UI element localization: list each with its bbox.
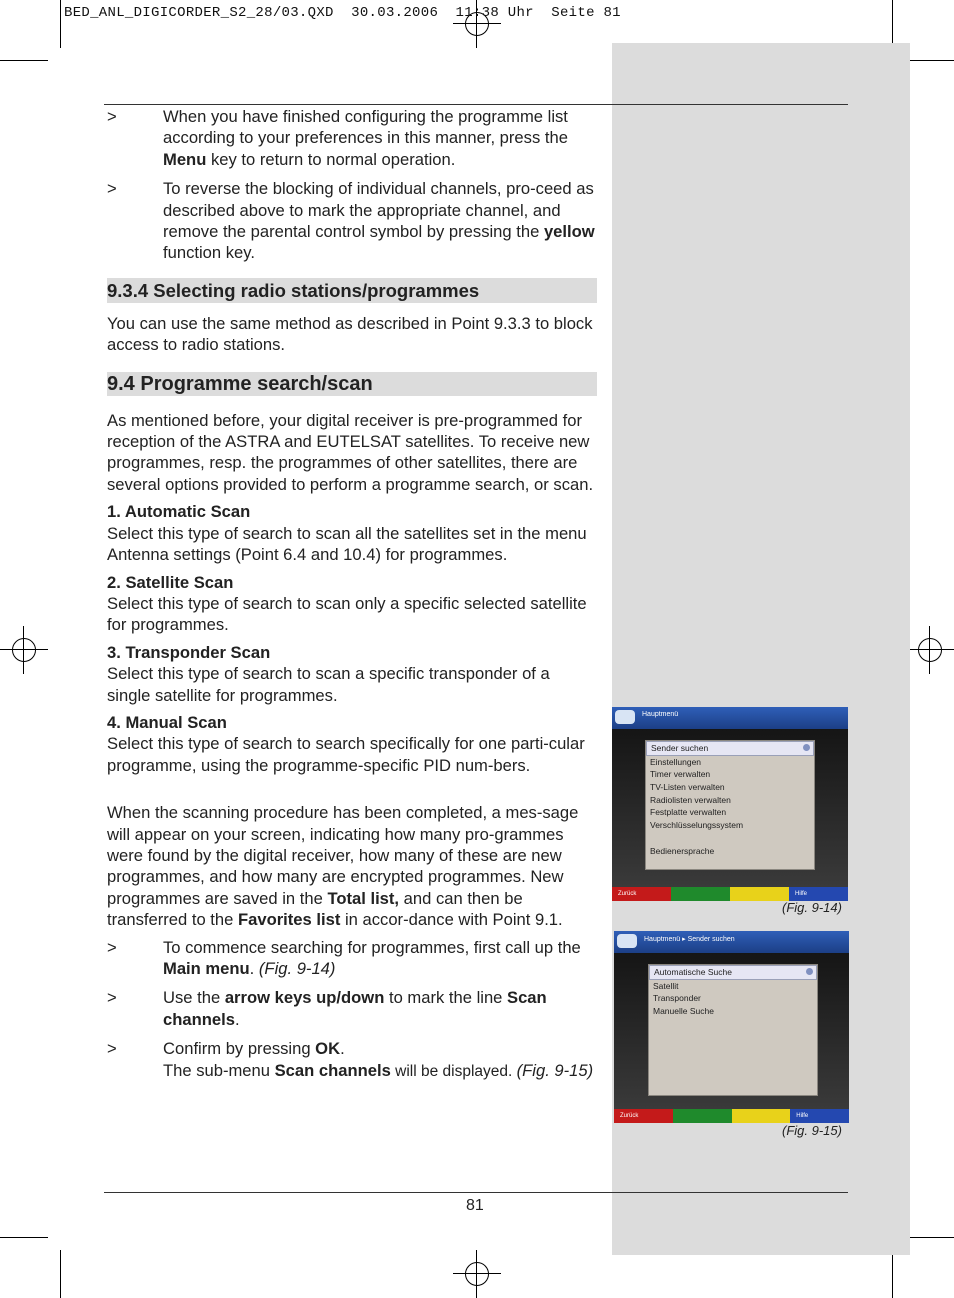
menu-item: Verschlüsselungssystem bbox=[650, 820, 744, 831]
scan-type-title: 1. Automatic Scan bbox=[107, 502, 251, 522]
menu-item: Einstellungen bbox=[650, 756, 702, 767]
selector-dot-icon bbox=[806, 968, 813, 975]
bullet-text: Use the arrow keys up/down to mark the line Scan channels. bbox=[163, 988, 547, 1029]
crop-mark bbox=[892, 1250, 893, 1298]
scan-type-title: 2. Satellite Scan bbox=[107, 572, 234, 592]
bullet-marker: > bbox=[107, 937, 117, 957]
scan-type-text: Select this type of search to search specifically for one parti-cular programme, using the programme-specific PID num-bers. bbox=[107, 734, 585, 775]
crop-mark bbox=[60, 0, 61, 48]
screen-title: Hauptmenü ▸ Sender suchen bbox=[644, 936, 735, 943]
blue-key: Hilfe bbox=[790, 1109, 849, 1123]
menu-item: Festplatte verwalten bbox=[650, 807, 727, 818]
crop-mark bbox=[906, 1237, 954, 1238]
registration-mark-icon bbox=[453, 1250, 501, 1298]
menu-item-selected: Automatische Suche bbox=[649, 965, 817, 980]
paragraph: As mentioned before, your digital receiver is pre-programmed for reception of the ASTRA and EUTELSAT satellites. To receive new programmes, resp. the programmes of other satellites, there are several options provided to perform a programme search, or scan. bbox=[107, 410, 594, 494]
figure-scan-menu-screenshot bbox=[614, 931, 849, 1123]
menu-item bbox=[646, 832, 814, 845]
bullet-item bbox=[107, 937, 597, 980]
menu-item-selected: Sender suchen bbox=[646, 741, 814, 756]
yellow-key bbox=[730, 887, 789, 901]
bullet-item bbox=[107, 1038, 597, 1082]
figure-caption: (Fig. 9-14) bbox=[782, 900, 842, 915]
scan-type-text: Select this type of search to scan only a specific selected satellite for programmes. bbox=[107, 593, 587, 635]
bullet-text: When you have finished configuring the programme list according to your preferences in this manner, press the Menu key to return to normal operation. bbox=[163, 107, 568, 169]
bullet-marker: > bbox=[107, 107, 117, 126]
screen-header bbox=[612, 707, 848, 729]
menu-item: Bedienersprache bbox=[650, 845, 715, 856]
top-rule bbox=[104, 104, 848, 105]
menu-item: Radiolisten verwalten bbox=[650, 794, 731, 805]
red-key: Zurück bbox=[614, 1109, 673, 1123]
crop-mark bbox=[892, 0, 893, 48]
bullet-text: Confirm by pressing OK. The sub-menu Scan channels will be displayed. (Fig. 9-15) bbox=[163, 1039, 594, 1080]
paragraph: When the scanning procedure has been completed, a mes-sage will appear on your screen, indicating how many pro-grammes were found by the digital receiver, how many of these are new programmes, and how many are encrypted programmes. New programmes are saved in the Total list, and can then be transferred to the Favorites list in accor-dance with Point 9.1. bbox=[107, 803, 579, 930]
bullet-marker: > bbox=[107, 179, 117, 199]
menu-item: Manuelle Suche bbox=[653, 1006, 714, 1017]
menu-item: Timer verwalten bbox=[650, 769, 711, 780]
blue-key: Hilfe bbox=[789, 887, 848, 901]
crop-mark bbox=[0, 1237, 48, 1238]
page-number: 81 bbox=[466, 1197, 484, 1214]
main-column bbox=[107, 106, 597, 1090]
bullet-text: To commence searching for programmes, first call up the Main menu. (Fig. 9-14) bbox=[163, 937, 581, 978]
function-key-bar bbox=[614, 1109, 849, 1123]
selector-dot-icon bbox=[803, 744, 810, 751]
bottom-rule bbox=[104, 1192, 848, 1193]
figure-main-menu-screenshot bbox=[612, 707, 848, 901]
menu-list bbox=[645, 740, 815, 870]
green-key bbox=[671, 887, 730, 901]
menu-list bbox=[648, 964, 818, 1096]
registration-mark-icon bbox=[0, 626, 48, 674]
tv-logo-icon bbox=[617, 934, 637, 948]
registration-mark-icon bbox=[906, 626, 954, 674]
screen-title: Hauptmenü bbox=[642, 711, 679, 718]
bullet-marker: > bbox=[107, 1039, 117, 1059]
bullet-marker: > bbox=[107, 988, 117, 1008]
crop-mark bbox=[906, 60, 954, 61]
section-heading-94: 9.4 Programme search/scan bbox=[107, 372, 597, 396]
crop-mark bbox=[0, 60, 48, 61]
function-key-bar bbox=[612, 887, 848, 901]
bullet-item bbox=[107, 178, 597, 264]
menu-item: Satellit bbox=[653, 980, 679, 991]
tv-logo-icon bbox=[615, 710, 635, 724]
paragraph: You can use the same method as described in Point 9.3.3 to block access to radio stations. bbox=[107, 313, 593, 355]
section-heading-934: 9.3.4 Selecting radio stations/programmes bbox=[107, 278, 597, 303]
file-slug: BED_ANL_DIGICORDER_S2_28/03.QXD 30.03.2006 11:38 Uhr Seite 81 bbox=[64, 5, 621, 21]
scan-type-title: 3. Transponder Scan bbox=[107, 642, 271, 662]
crop-mark bbox=[60, 1250, 61, 1298]
menu-item: TV-Listen verwalten bbox=[650, 782, 725, 793]
scan-type-text: Select this type of search to scan a specific transponder of a single satellite for programmes. bbox=[107, 664, 550, 705]
figure-caption: (Fig. 9-15) bbox=[782, 1123, 842, 1138]
scan-type-text: Select this type of search to scan all the satellites set in the menu Antenna settings (Point 6.4 and 10.4) for programmes. bbox=[107, 523, 587, 565]
bullet-text: To reverse the blocking of individual channels, pro-ceed as described above to mark the appropriate channel, and remove the parental control symbol by pressing the yellow function key. bbox=[163, 179, 595, 263]
menu-item: Transponder bbox=[653, 993, 701, 1004]
screen-header bbox=[614, 931, 849, 953]
green-key bbox=[673, 1109, 732, 1123]
red-key: Zurück bbox=[612, 887, 671, 901]
bullet-item bbox=[107, 106, 597, 170]
yellow-key bbox=[732, 1109, 791, 1123]
bullet-item bbox=[107, 987, 597, 1030]
scan-type-title: 4. Manual Scan bbox=[107, 712, 227, 732]
